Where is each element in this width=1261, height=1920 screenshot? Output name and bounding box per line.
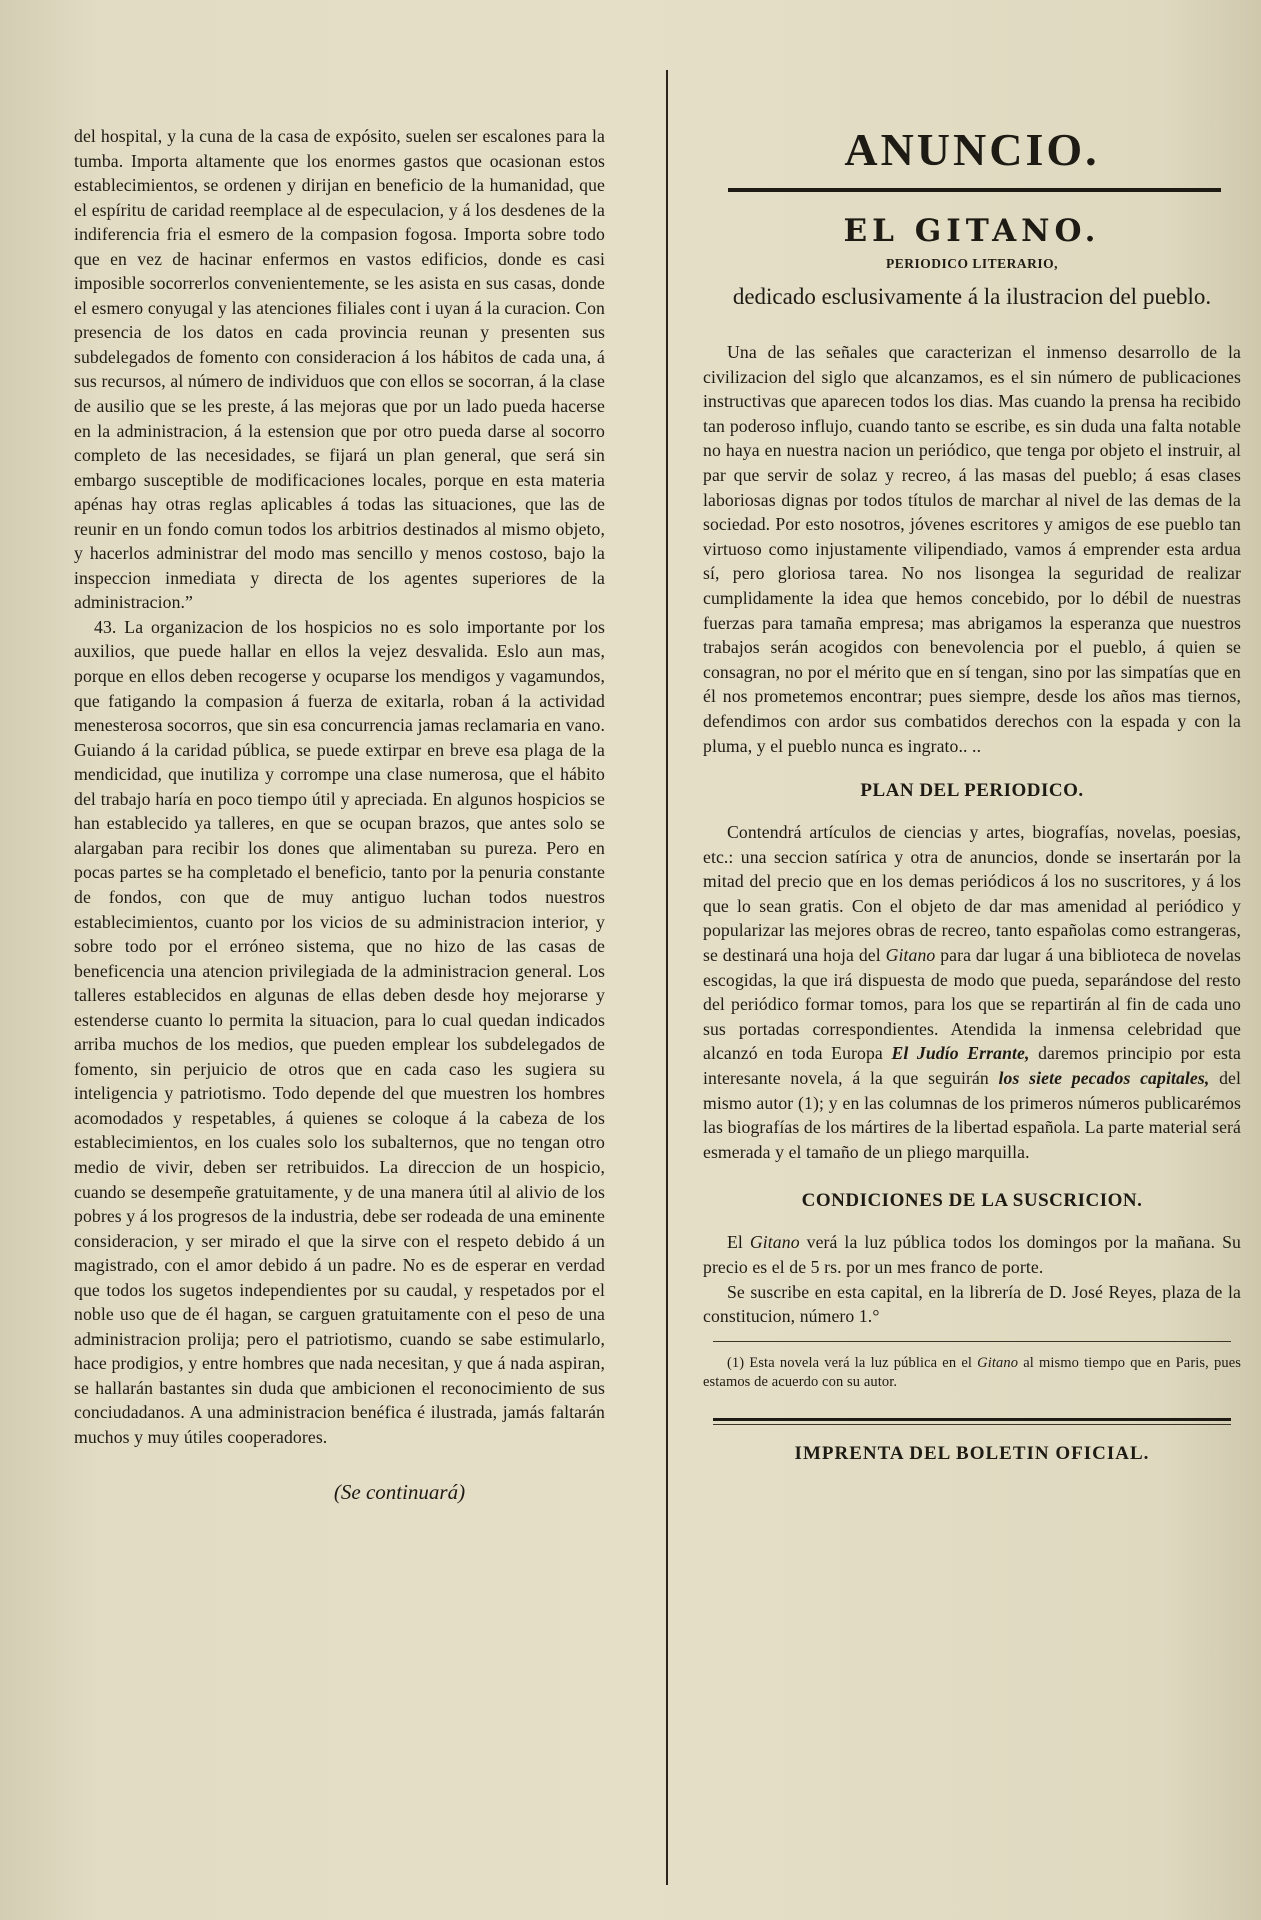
footnote [703,1354,1241,1392]
conditions-paragraph-2: Se suscribe en esta capital, en la librería de D. José Reyes, plaza de la constitucion, número 1.° [703,1281,1241,1327]
newspaper-subtitle: PERIODICO LITERARIO, [885,256,1059,271]
dedication-line: dedicado esclusivamente á la ilustracion del pueblo. [732,284,1212,309]
intro-paragraph: Una de las señales que caracterizan el inmenso desarrollo de la civilizacion del siglo que alcanzamos, es el sin número de publicaciones instructivas que aparecen todos los dias. Mas cuando la prensa ha recibido tan poderoso influjo, cuando tanto se escribe, es sin duda una falta notable no haya en nuestra nacion un periódico, que tenga por objeto el instruir, al par que servir de solaz y recreo, á las masas del pueblo; á esas clases laboriosas dignas por todos títulos de marchar al nivel de las demas de la sociedad. Por esto nosotros, jóvenes escritores y amigos de ese pueblo tan virtuoso como injustamente vilipendiado, vamos á emprender esta ardua sí, pero gloriosa tarea. No nos lisongea la seguridad de realizar cumplidamente la idea que hemos concebido, por lo débil de nuestras fuerzas para tamaña empresa; mas abrigamos la esperanza que nuestros trabajos serán acogidos con benevolencia por el pueblo, á quien se consagran, no por el mérito que en sí tengan, sino por las simpatías que en él nos prometemos encontrar; pues siempre, desde los años mas tiernos, defendimos con ardor sus combatidos derechos con la espada y con la pluma, y el pueblo nunca es ingrato.. .. [703,342,1241,756]
left-paragraph-1: del hospital, y la cuna de la casa de expósito, suelen ser escalones para la tumba. Importa altamente que los enormes gastos que ocasionan estos establecimientos, se ordenen y dirijan en beneficio de la humanidad, que el espíritu de caridad reemplace al de especulacion, y á los desdenes de la indiferencia fria el esmero de la compasion fogosa. Importa sobre todo que en vez de hacinar enfermos en vastos edificios, donde es casi imposible socorrerlos convenientemente, se les asista en sus casas, donde el esmero conyugal y las atenciones filiales cont i uyan á la curacion. Con presencia de los datos en cada provincia reunan y presenten sus subdelegados de fomento con consideracion á los hábitos de cada una, á sus recursos, al número de individuos que con ellos se socorran, á la clase de ausilio que se les preste, á las mejoras que por un lado pueda hacerse en la administracion, á la estension que por otro pueda darse al socorro completo de las necesidades, se fijará un plan general, que será sin embargo susceptible de modificaciones locales, porque en esta materia apénas hay otras reglas aplicables á todas las situaciones, que las de reunir en un fondo comun todos los arbitrios destinados al mismo objeto, y hacerlos administrar del modo mas sencillo y menos costoso, bajo la inspeccion inmediata y directa de los agentes superiores de la administracion.” [74,126,605,613]
plan-text-2: para dar lugar á una biblioteca de novelas escogidas, la que irá dispuesta de modo que pueda, separándose del resto del periódico formar tomos, para los que se repartirán al fin de cada uno sus portadas correspondientes. Atendida la inmensa celebridad que alcanzó en toda Europa [703,945,1241,1064]
plan-paragraph [703,820,1241,1164]
newspaper-title: EL GITANO. [843,213,1101,249]
footnote-text-2: al mismo tiempo que en Paris, pues estamos de acuerdo con su autor. [703,1354,1241,1390]
footnote-rule [713,1341,1231,1342]
footnote-text-1: (1) Esta novela verá la luz pública en el [727,1354,973,1371]
plan-text-3: daremos principio por esta interesante novela, á la que seguirán [703,1043,1241,1089]
printer-rule-thin [713,1424,1231,1425]
footnote-gitano: Gitano [977,1354,1019,1371]
conditions-heading: CONDICIONES DE LA SUSCRICION. [801,1190,1143,1212]
cond-gitano: Gitano [749,1232,800,1253]
plan-gitano: Gitano [885,945,936,966]
cond-text-1: verá la luz pública todos los domingos por la mañana. Su precio es el de 5 rs. por un mes franco de porte. [703,1232,1242,1277]
plan-siete-pecados: los siete pecados capitales, [998,1068,1210,1089]
plan-judio-errante: El Judío Errante, [891,1043,1030,1064]
printer-rule-thick [713,1418,1231,1421]
plan-text-1: Contendrá artículos de ciencias y artes, biografías, novelas, poesias, etc.: una seccion satírica y otra de anuncios, donde se insertarán por la mitad del precio que en los demas periódicos á los no suscritores, y á los que lo sean gratis. Con el objeto de dar mas amenidad al periódico y popularizar las mejores obras de recreo, tanto españolas como estrangeras, se destinará una hoja del [703,822,1241,966]
announcement-heading: ANUNCIO. [844,124,1100,175]
continuation-note: (Se continuará) [333,1479,466,1504]
printer-imprint: IMPRENTA DEL BOLETIN OFICIAL. [794,1442,1150,1464]
footnote-paragraph [703,1354,1241,1392]
left-column [74,124,605,1505]
heading-rule [728,188,1221,192]
left-paragraph-2: 43. La organizacion de los hospicios no es solo importante por los auxilios, que puede hallar en ellos la vejez desvalida. Eslo aun mas, porque en ellos deben recogerse y ocuparse los mendigos y vagamundos, que fatigando la compasion á fuerza de exitarla, roban á la actividad menesterosa socorros, que sin esa concurrencia jamas reclamaria en vano. Guiando á la caridad pública, se puede extirpar en breve esa plaga de la mendicidad, que inutiliza y corrompe una clase numerosa, que el hábito del trabajo haría en poco tiempo útil y apreciada. En algunos hospicios se han establecido ya talleres, en que se ocupan brazos, que antes solo se alargaban para recibir los dones que alimentaban su pureza. Pero en pocas partes se ha completado el beneficio, tanto por la penuria constante de fondos, con que de muy antiguo luchan todos nuestros establecimientos, cuanto por los vicios de su administracion interior, y sobre todo por el erróneo sistema, que no hizo de las casas de beneficencia una atencion privilegiada de la administracion general. Los talleres establecidos en algunas de ellas deben desde hoy mejorarse y estenderse cuanto lo permita la situacion, para lo cual quedan indicados arriba muchos de los medios, que pueden emplear los subdelegados de fomento, sin perjuicio de otros que en cada caso les sugiera su inteligencia y patriotismo. Todo depende del que muestren los hombres acomodados y respetables, á quienes se coloque á la cabeza de los establecimientos, en los cuales solo los subalternos, que no tengan otro medio de vivir, deben ser retribuidos. La direccion de un hospicio, cuando se desempeñe gratuitamente, y de una manera útil al alivio de los pobres y á los progresos de la industria, debe ser rodeada de una eminente consideracion, y ser mirado el que la sirve con el respeto debido á un magistrado, con el amor debido á un padre. No es de esperar en verdad que todos los sugetos independientes por su caudal, y respetados por el noble uso que de él hagan, se carguen gratuitamente con el peso de una administracion prolija; pero el patriotismo, cuando se sabe estimularlo, hace prodigios, y entre hombres que nada necesitan, y que á nada aspiran, se hallarán bastantes sin duda que ambicionen el reconocimiento de sus conciudadanos. A una administracion benéfica é ilustrada, jamás faltarán muchos y muy útiles cooperadores. [74,616,605,1447]
column-divider [666,70,668,1885]
right-column [703,124,1241,1465]
plan-heading: PLAN DEL PERIODICO. [860,780,1084,802]
cond-el: El [727,1232,743,1253]
conditions-paragraph-1 [703,1230,1241,1279]
plan-text-4: del mismo autor (1); y en las columnas de los primeros números publicarémos las biografías de los mártires de la libertad española. La parte material será esmerada y el tamaño de un pliego marquilla. [703,1068,1241,1162]
